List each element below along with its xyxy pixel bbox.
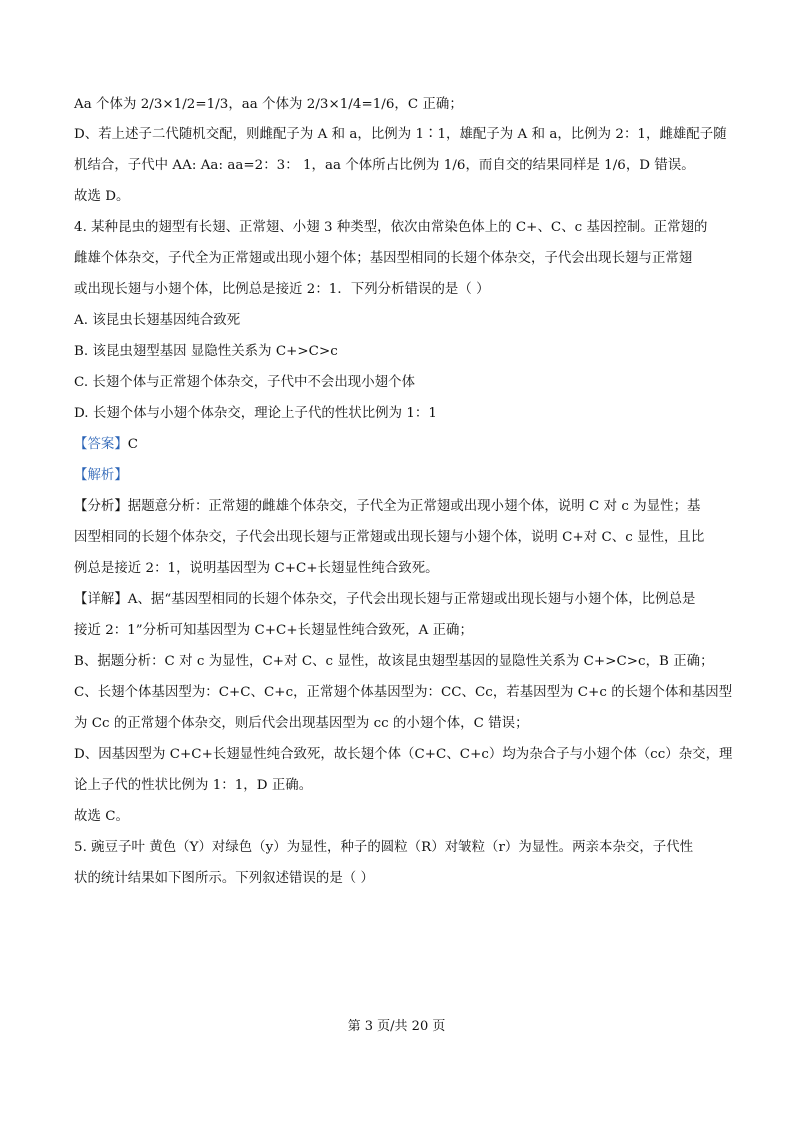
text-line: D、因基因型为 C+C+长翅显性纯合致死，故长翅个体（C+C、C+c）均为杂合子与小翅个体（cc）杂交，理 [74,747,733,762]
fenxi-line [74,498,700,516]
text-line: A、据“基因型相同的长翅个体杂交，子代会出现长翅与正常翅或出现长翅与小翅个体，比例总是 [127,592,696,607]
text-line: D、若上述子二代随机交配，则雌配子为 A 和 a，比例为 1∶1，雄配子为 A 和 a，比例为 2：1，雌雄配子随 [74,127,727,142]
question-4-line: 或出现长翅与小翅个体，比例总是接近 2：1．下列分析错误的是（ ） [74,282,490,297]
option-d: D. 长翅个体与小翅个体杂交，理论上子代的性状比例为 1：1 [74,406,437,421]
answer-tag: 【答案】 [74,437,128,452]
xiangjie-line [74,591,695,609]
text-line: 因型相同的长翅个体杂交，子代会出现长翅与正常翅或出现长翅与小翅个体，说明 C+对 C、c 显性，且比 [74,530,705,545]
option-a: A. 该昆虫长翅基因纯合致死 [74,313,241,328]
text-line: 故选 C。 [74,809,129,824]
question-5-line: 状的统计结果如下图所示。下列叙述错误的是（ ） [74,871,374,886]
question-4-line: 雌雄个体杂交，子代全为正常翅或出现小翅个体；基因型相同的长翅个体杂交，子代会出现长翅与正常翅 [74,251,693,266]
analysis-heading [74,467,128,485]
question-4-line: 4. 某种昆虫的翅型有长翅、正常翅、小翅 3 种类型，依次由常染色体上的 C+、C、c 基因控制。正常翅的 [74,220,708,235]
analysis-tag: 【解析】 [74,468,128,483]
text-line: C、长翅个体基因型为：C+C、C+c，正常翅个体基因型为：CC、Cc，若基因型为 C+c 的长翅个体和基因型 [74,685,733,700]
text-line: 据题意分析：正常翅的雌雄个体杂交，子代全为正常翅或出现小翅个体，说明 C 对 c 为显性；基 [127,499,701,514]
xiangjie-tag: 【详解】 [74,592,128,607]
answer-line [74,436,138,454]
text-line: 例总是接近 2：1，说明基因型为 C+C+长翅显性纯合致死。 [74,561,439,576]
text-line: 机结合，子代中 AA: Aa: aa=2：3： 1，aa 个体所占比例为 1/6，而自交的结果同样是 1/6，D 错误。 [74,158,695,173]
text-line: B、据题分析：C 对 c 为显性，C+对 C、c 显性，故该昆虫翅型基因的显隐性关系为 C+>C>c，B 正确； [74,654,714,669]
text-line: Aa 个体为 2/3×1/2=1/3，aa 个体为 2/3×1/4=1/6，C 正确； [74,97,463,112]
text-line: 接近 2：1”分析可知基因型为 C+C+长翅显性纯合致死，A 正确； [74,623,473,638]
answer-value: C [127,437,139,452]
page-footer: 第 3 页/共 20 页 [347,1019,446,1034]
option-c: C. 长翅个体与正常翅个体杂交，子代中不会出现小翅个体 [74,375,416,390]
fenxi-tag: 【分析】 [74,499,128,514]
text-line: 论上子代的性状比例为 1：1，D 正确。 [74,778,313,793]
text-line: 为 Cc 的正常翅个体杂交，则后代会出现基因型为 cc 的小翅个体，C 错误； [74,716,529,731]
text-line: 故选 D。 [74,189,130,204]
question-5-line: 5. 豌豆子叶 黄色（Y）对绿色（y）为显性，种子的圆粒（R）对皱粒（r）为显性。两亲本杂交，子代性 [74,840,694,855]
option-b: B. 该昆虫翅型基因 显隐性关系为 C+>C>c [74,344,338,359]
